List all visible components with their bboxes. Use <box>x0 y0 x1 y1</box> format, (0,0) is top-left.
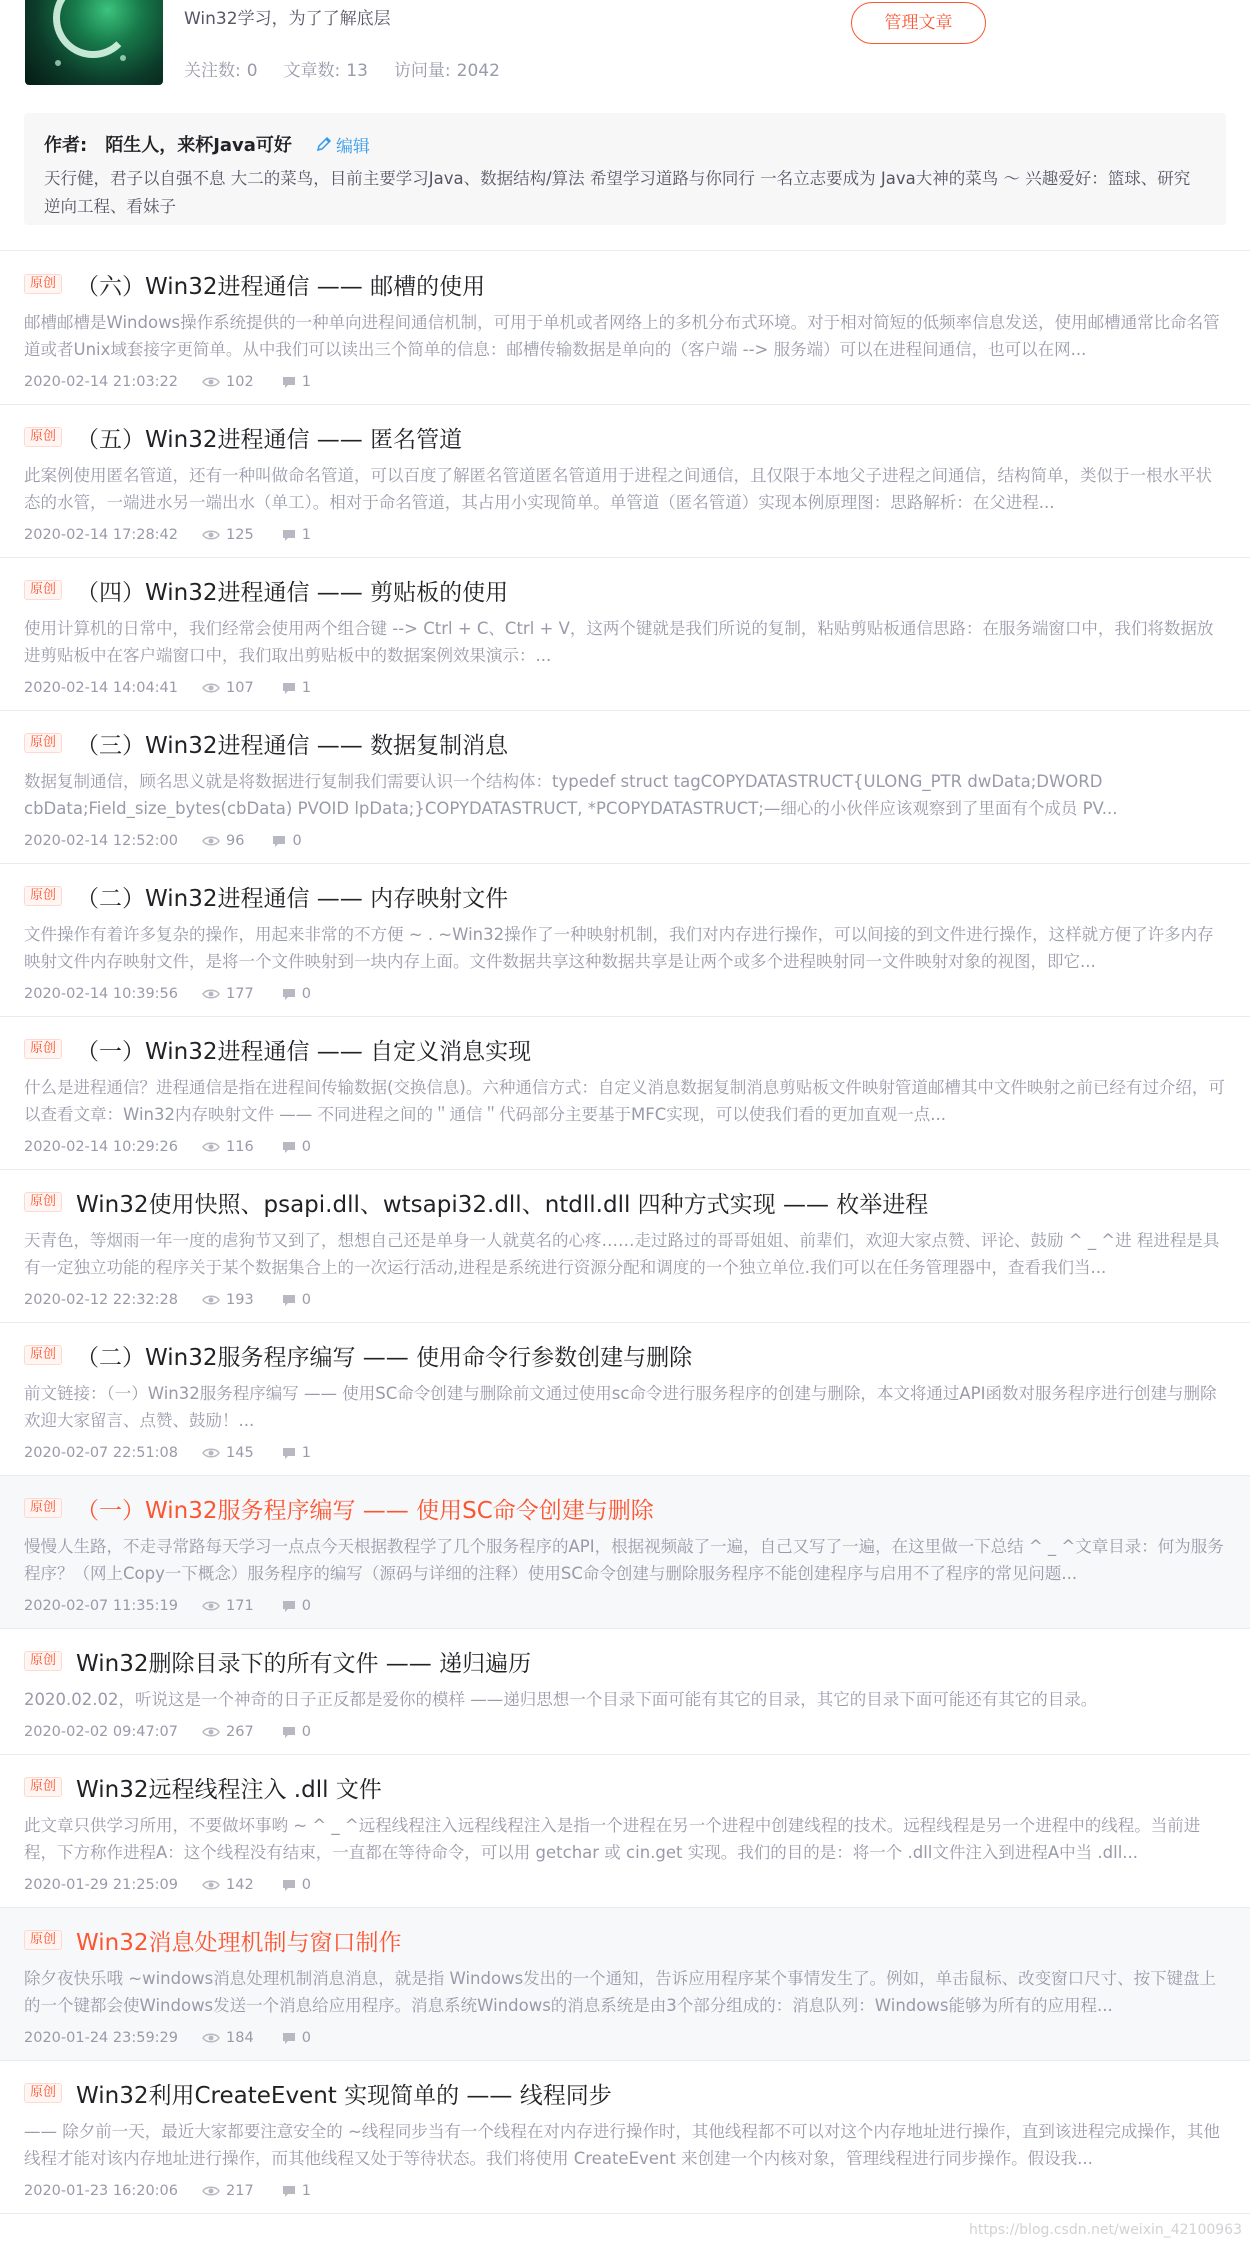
comment-icon <box>282 988 296 1001</box>
divider <box>0 250 1250 251</box>
view-count: 142 <box>226 1877 254 1893</box>
article-summary: —— 除夕前一天，最近大家都要注意安全的 ~线程同步当有一个线程在对内存进行操作时，其他线程都不可以对这个内存地址进行操作，直到该进程完成操作，其他线程才能对该内存地址进行操作，而其他线程又处于等待状态。我们将使用 CreateEvent 来创建一个内核对象，管理线程进行同步操作。假设我... <box>24 2122 1220 2168</box>
comment-count: 0 <box>301 1724 311 1740</box>
article-date: 2020-02-12 22:32:28 <box>24 1292 178 1308</box>
article-date: 2020-02-02 09:47:07 <box>24 1724 178 1740</box>
eye-icon <box>202 682 220 694</box>
blog-header <box>0 0 1250 100</box>
article-title[interactable]: （六）Win32进程通信 —— 邮槽的使用 <box>76 273 486 300</box>
article-title[interactable]: （一）Win32进程通信 —— 自定义消息实现 <box>76 1038 532 1065</box>
article-date: 2020-01-23 16:20:06 <box>24 2183 178 2199</box>
original-badge: 原创 <box>24 1039 62 1059</box>
article-date: 2020-02-14 10:39:56 <box>24 986 178 1002</box>
article-title[interactable]: （五）Win32进程通信 —— 匿名管道 <box>76 426 463 453</box>
article-summary: 2020.02.02，听说这是一个神奇的日子正反都是爱你的模样 ——递归思想一个目录下面可能有其它的目录，其它的目录下面可能还有其它的目录。 <box>24 1690 1098 1709</box>
article-item[interactable] <box>0 558 1250 711</box>
article-meta <box>24 374 339 390</box>
comment-icon <box>282 1294 296 1307</box>
comment-count: 0 <box>301 986 311 1002</box>
comment-count: 1 <box>301 374 311 390</box>
eye-icon <box>202 2185 220 2197</box>
original-badge: 原创 <box>24 1192 62 1212</box>
article-summary: 此案例使用匿名管道，还有一种叫做命名管道，可以百度了解匿名管道匿名管道用于进程之间通信，且仅限于本地父子进程之间通信，结构简单，类似于一根水平状态的水管，一端进水另一端出水（单工）。相对于命名管道，其占用小实现简单。单管道（匿名管道）实现本例原理图：思路解析：在父进程... <box>24 466 1212 512</box>
comment-count: 0 <box>292 833 302 849</box>
article-list <box>0 252 1250 2214</box>
view-count: 96 <box>226 833 245 849</box>
original-badge: 原创 <box>24 1651 62 1671</box>
article-item[interactable] <box>0 1629 1250 1755</box>
comment-count: 0 <box>301 1877 311 1893</box>
view-count: 193 <box>226 1292 254 1308</box>
stat-articles: 文章数: 13 <box>283 61 368 81</box>
article-summary: 使用计算机的日常中，我们经常会使用两个组合键 --> Ctrl + C、Ctrl + V，这两个键就是我们所说的复制，粘贴剪贴板通信思路：在服务端窗口中，我们将数据放进剪贴板中在客户端窗口中，我们取出剪贴板中的数据案例效果演示：... <box>24 619 1214 665</box>
article-meta <box>24 2030 339 2046</box>
article-meta <box>24 1445 339 1461</box>
article-meta <box>24 1724 339 1740</box>
comment-icon <box>282 1447 296 1460</box>
article-item[interactable] <box>0 1017 1250 1170</box>
stat-visits: 访问量: 2042 <box>393 61 500 81</box>
comment-icon <box>282 529 296 542</box>
article-summary: 文件操作有着许多复杂的操作，用起来非常的不方便 ~ . ~Win32操作了一种映射机制，我们对内存进行操作，可以间接的到文件进行操作，这样就方便了许多内存映射文件内存映射文件，是将一个文件映射到一块内存上面。文件数据共享这种数据共享是让两个或多个进程映射同一文件映射对象的视图，即它... <box>24 925 1214 971</box>
article-date: 2020-02-14 14:04:41 <box>24 680 178 696</box>
edit-label: 编辑 <box>335 136 370 157</box>
article-title[interactable]: Win32利用CreateEvent 实现简单的 —— 线程同步 <box>76 2082 612 2109</box>
comment-icon <box>282 2185 296 2198</box>
article-item[interactable] <box>0 405 1250 558</box>
view-count: 184 <box>226 2030 254 2046</box>
article-date: 2020-01-29 21:25:09 <box>24 1877 178 1893</box>
view-count: 177 <box>226 986 254 1002</box>
comment-count: 0 <box>301 2030 311 2046</box>
article-title[interactable]: （二）Win32服务程序编写 —— 使用命令行参数创建与删除 <box>76 1344 693 1371</box>
article-summary: 数据复制通信，顾名思义就是将数据进行复制我们需要认识一个结构体：typedef struct tagCOPYDATASTRUCT{ULONG_PTR dwData;DWORD cbData;Field_size_bytes(cbData) PVOID lpData;}COPYDATASTRUCT, *PCOPYDATASTRUCT;—细心的小伙伴应该观察到了里面有个成员 PV... <box>24 772 1118 818</box>
comment-icon <box>282 1726 296 1739</box>
article-date: 2020-02-14 12:52:00 <box>24 833 178 849</box>
original-badge: 原创 <box>24 2083 62 2103</box>
comment-count: 1 <box>301 527 311 543</box>
view-count: 125 <box>226 527 254 543</box>
article-item[interactable] <box>0 2061 1250 2214</box>
avatar-logo-ring <box>53 0 133 58</box>
eye-icon <box>202 835 220 847</box>
article-item[interactable] <box>0 1323 1250 1476</box>
eye-icon <box>202 988 220 1000</box>
author-line <box>44 131 1206 157</box>
article-title[interactable]: Win32远程线程注入 .dll 文件 <box>76 1776 382 1803</box>
article-meta <box>24 1877 339 1893</box>
blog-stats <box>184 56 500 81</box>
comment-count: 0 <box>301 1598 311 1614</box>
view-count: 107 <box>226 680 254 696</box>
article-summary: 天青色，等烟雨一年一度的虐狗节又到了，想想自己还是单身一人就莫名的心疼……走过路过的哥哥姐姐、前辈们，欢迎大家点赞、评论、鼓励 ^ _ ^进 程进程是具有一定独立功能的程序关于某个数据集合上的一次运行活动,进程是系统进行资源分配和调度的一个独立单位.我们可以在任务管理器中，查看我们当... <box>24 1231 1220 1277</box>
eye-icon <box>202 529 220 541</box>
article-title[interactable]: （一）Win32服务程序编写 —— 使用SC命令创建与删除 <box>76 1497 654 1524</box>
article-title[interactable]: （四）Win32进程通信 —— 剪贴板的使用 <box>76 579 509 606</box>
article-date: 2020-02-07 11:35:19 <box>24 1598 178 1614</box>
view-count: 145 <box>226 1445 254 1461</box>
author-name[interactable]: 陌生人，来杯Java可好 <box>105 135 292 156</box>
stat-follows: 关注数: 0 <box>184 61 258 81</box>
article-item[interactable] <box>0 1755 1250 1908</box>
article-meta <box>24 680 339 696</box>
original-badge: 原创 <box>24 1345 62 1365</box>
view-count: 102 <box>226 374 254 390</box>
article-meta <box>24 986 339 1002</box>
article-summary: 什么是进程通信？进程通信是指在进程间传输数据(交换信息)。六种通信方式：自定义消息数据复制消息剪贴板文件映射管道邮槽其中文件映射之前已经有过介绍，可以查看文章：Win32内存映射文件 —— 不同进程之间的＂通信＂代码部分主要基于MFC实现，可以使我们看的更加直观一点... <box>24 1078 1225 1124</box>
blog-avatar[interactable] <box>25 0 163 85</box>
article-meta <box>24 2183 339 2199</box>
view-count: 267 <box>226 1724 254 1740</box>
comment-icon <box>272 835 286 848</box>
edit-button[interactable] <box>316 132 370 157</box>
comment-count: 1 <box>301 1445 311 1461</box>
blog-description: Win32学习，为了了解底层 <box>184 9 391 29</box>
original-badge: 原创 <box>24 1777 62 1797</box>
article-item[interactable] <box>0 864 1250 1017</box>
original-badge: 原创 <box>24 886 62 906</box>
article-item[interactable] <box>0 711 1250 864</box>
eye-icon <box>202 2032 220 2044</box>
article-meta <box>24 1598 339 1614</box>
article-date: 2020-02-14 10:29:26 <box>24 1139 178 1155</box>
article-date: 2020-01-24 23:59:29 <box>24 2030 178 2046</box>
comment-count: 0 <box>301 1292 311 1308</box>
article-title[interactable]: Win32消息处理机制与窗口制作 <box>76 1929 402 1956</box>
eye-icon <box>202 1447 220 1459</box>
edit-pencil-icon <box>316 136 332 152</box>
article-date: 2020-02-07 22:51:08 <box>24 1445 178 1461</box>
article-meta <box>24 1139 339 1155</box>
article-title[interactable]: （二）Win32进程通信 —— 内存映射文件 <box>76 885 509 912</box>
eye-icon <box>202 1726 220 1738</box>
eye-icon <box>202 1879 220 1891</box>
eye-icon <box>202 1600 220 1612</box>
watermark-url: https://blog.csdn.net/weixin_42100963 <box>968 2222 1242 2238</box>
article-title[interactable]: Win32删除目录下的所有文件 —— 递归遍历 <box>76 1650 532 1677</box>
comment-icon <box>282 1141 296 1154</box>
comment-count: 1 <box>301 680 311 696</box>
article-meta <box>24 833 330 849</box>
article-title[interactable]: Win32使用快照、psapi.dll、wtsapi32.dll、ntdll.dll 四种方式实现 —— 枚举进程 <box>76 1191 929 1218</box>
article-item[interactable] <box>0 1908 1250 2061</box>
view-count: 116 <box>226 1139 254 1155</box>
original-badge: 原创 <box>24 1930 62 1950</box>
eye-icon <box>202 1294 220 1306</box>
article-date: 2020-02-14 17:28:42 <box>24 527 178 543</box>
article-summary: 邮槽邮槽是Windows操作系统提供的一种单向进程间通信机制，可用于单机或者网络上的多机分布式环境。对于相对简短的低频率信息发送，使用邮槽通常比命名管道或者Unix域套接字更简单。从中我们可以读出三个简单的信息：邮槽传输数据是单向的（客户端 --> 服务端）可以在进程间通信，也可以在网... <box>24 313 1220 359</box>
comment-icon <box>282 376 296 389</box>
comment-icon <box>282 682 296 695</box>
article-item[interactable] <box>0 1170 1250 1323</box>
article-meta <box>24 1292 339 1308</box>
comment-icon <box>282 2032 296 2045</box>
original-badge: 原创 <box>24 1498 62 1518</box>
comment-count: 1 <box>301 2183 311 2199</box>
article-summary: 此文章只供学习所用，不要做坏事哟 ~ ^ _ ^远程线程注入远程线程注入是指一个进程在另一个进程中创建线程的技术。远程线程是另一个进程中的线程。当前进程，下方称作进程A：这个线程没有结束，一直都在等待命令，可以用 getchar 或 cin.get 实现。我们的目的是：将一个 .dll文件注入到进程A中当 .dll... <box>24 1816 1201 1862</box>
original-badge: 原创 <box>24 733 62 753</box>
article-summary: 慢慢人生路，不走寻常路每天学习一点点今天根据教程学了几个服务程序的API，根据视频敲了一遍，自己又写了一遍，在这里做一下总结 ^ _ ^文章目录：何为服务程序？（网上Copy一下概念）服务程序的编写（源码与详细的注释）使用SC命令创建与删除服务程序不能创建程序与启用不了程序的常见问题... <box>24 1537 1224 1583</box>
article-item[interactable] <box>0 1476 1250 1629</box>
comment-icon <box>282 1600 296 1613</box>
eye-icon <box>202 1141 220 1153</box>
author-label: 作者: <box>44 135 88 156</box>
author-box <box>24 113 1226 225</box>
original-badge: 原创 <box>24 427 62 447</box>
article-meta <box>24 527 339 543</box>
original-badge: 原创 <box>24 274 62 294</box>
view-count: 217 <box>226 2183 254 2199</box>
article-summary: 前文链接：（一）Win32服务程序编写 —— 使用SC命令创建与删除前文通过使用sc命令进行服务程序的创建与删除，本文将通过API函数对服务程序进行创建与删除欢迎大家留言、点赞、鼓励！... <box>24 1384 1217 1430</box>
manage-articles-button[interactable]: 管理文章 <box>851 2 986 44</box>
article-summary: 除夕夜快乐哦 ~windows消息处理机制消息消息，就是指 Windows发出的一个通知，告诉应用程序某个事情发生了。例如，单击鼠标、改变窗口尺寸、按下键盘上的一个键都会使Windows发送一个消息给应用程序。消息系统Windows的消息系统是由3个部分组成的：消息队列：Windows能够为所有的应用程... <box>24 1969 1217 2015</box>
view-count: 171 <box>226 1598 254 1614</box>
article-date: 2020-02-14 21:03:22 <box>24 374 178 390</box>
eye-icon <box>202 376 220 388</box>
article-title[interactable]: （三）Win32进程通信 —— 数据复制消息 <box>76 732 509 759</box>
author-intro: 天行健，君子以自强不息 大二的菜鸟，目前主要学习Java、数据结构/算法 希望学习道路与你同行 一名立志要成为 Java大神的菜鸟 ～ 兴趣爱好：篮球、研究逆向工程、看妹子 <box>44 169 1191 216</box>
article-item[interactable] <box>0 252 1250 405</box>
comment-icon <box>282 1879 296 1892</box>
original-badge: 原创 <box>24 580 62 600</box>
comment-count: 0 <box>301 1139 311 1155</box>
